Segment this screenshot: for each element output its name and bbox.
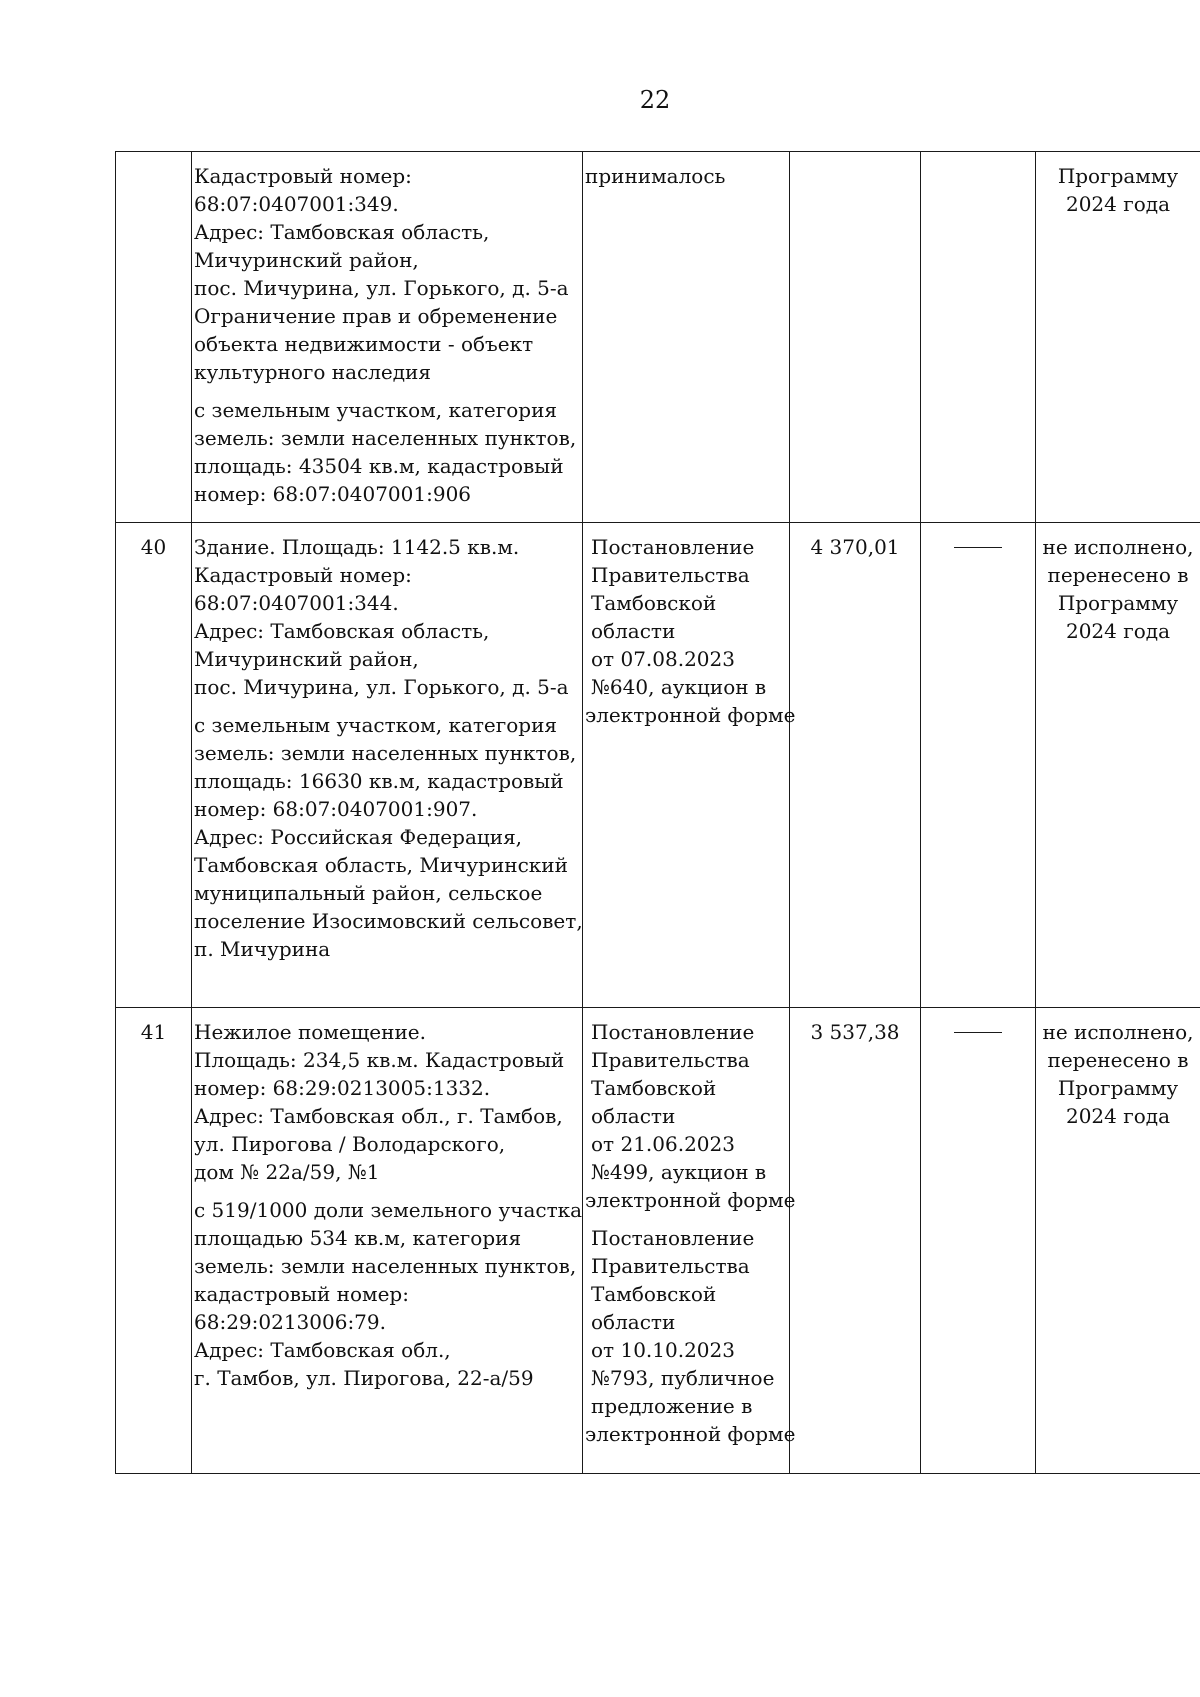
document-line: Правительства bbox=[591, 1254, 750, 1278]
table-row bbox=[116, 152, 1200, 523]
description-line: 68:29:0213006:79. bbox=[194, 1310, 386, 1334]
status-line: не исполнено, bbox=[1042, 535, 1194, 559]
document-line: Правительства bbox=[591, 1048, 750, 1072]
object-description-cell bbox=[192, 152, 583, 523]
description-line: дом № 22а/59, №1 bbox=[194, 1160, 380, 1184]
page-number: 22 bbox=[639, 86, 671, 114]
status-line: 2024 года bbox=[1065, 1104, 1170, 1128]
status-cell bbox=[1036, 1008, 1200, 1474]
description-line: кадастровый номер: bbox=[194, 1282, 409, 1306]
status-line: Программу bbox=[1057, 164, 1179, 188]
description-line: с 519/1000 доли земельного участка bbox=[194, 1198, 583, 1222]
description-line: номер: 68:07:0407001:906 bbox=[194, 482, 472, 506]
document-line: принималось bbox=[585, 164, 726, 188]
description-line: Ограничение прав и обременение bbox=[194, 304, 558, 328]
document-line: Постановление bbox=[591, 1226, 755, 1250]
description-line: Адрес: Российская Федерация, bbox=[194, 825, 523, 849]
document-line: №793, публичное bbox=[591, 1366, 775, 1390]
program-table bbox=[115, 151, 1200, 1474]
description-line: Кадастровый номер: bbox=[194, 563, 412, 587]
document-line: №499, аукцион в bbox=[591, 1160, 767, 1184]
table-row bbox=[116, 1008, 1200, 1474]
status-line: перенесено в bbox=[1047, 1048, 1189, 1072]
document-line: области bbox=[591, 1104, 676, 1128]
description-line: культурного наследия bbox=[194, 360, 432, 384]
description-line: площадь: 43504 кв.м, кадастровый bbox=[194, 454, 564, 478]
description-line: земель: земли населенных пунктов, bbox=[194, 741, 577, 765]
description-line: п. Мичурина bbox=[194, 937, 331, 961]
description-line: площадью 534 кв.м, категория bbox=[194, 1226, 522, 1250]
description-line: Мичуринский район, bbox=[194, 248, 419, 272]
description-line: Мичуринский район, bbox=[194, 647, 419, 671]
decision-document-cell bbox=[583, 152, 790, 523]
dash-cell bbox=[921, 523, 1036, 1008]
description-line: ул. Пирогова / Володарского, bbox=[194, 1132, 506, 1156]
description-line: земель: земли населенных пунктов, bbox=[194, 1254, 577, 1278]
document-line: области bbox=[591, 1310, 676, 1334]
description-line: Площадь: 234,5 кв.м. Кадастровый bbox=[194, 1048, 565, 1072]
document-line: электронной форме bbox=[585, 1422, 796, 1446]
description-line: Нежилое помещение. bbox=[194, 1020, 426, 1044]
description-line: номер: 68:07:0407001:907. bbox=[194, 797, 478, 821]
description-line: Адрес: Тамбовская область, bbox=[194, 619, 490, 643]
status-line: перенесено в bbox=[1047, 563, 1189, 587]
dash-mark bbox=[954, 547, 1002, 548]
document-line: электронной форме bbox=[585, 703, 796, 727]
description-line: пос. Мичурина, ул. Горького, д. 5-а bbox=[194, 675, 569, 699]
price-cell: 3 537,38 bbox=[790, 1008, 921, 1474]
dash-cell bbox=[921, 1008, 1036, 1474]
description-line: с земельным участком, категория bbox=[194, 398, 558, 422]
description-line: Адрес: Тамбовская обл., bbox=[194, 1338, 451, 1362]
description-line: муниципальный район, сельское bbox=[194, 881, 543, 905]
row-number-cell: 41 bbox=[116, 1008, 192, 1474]
status-line: Программу bbox=[1057, 591, 1179, 615]
description-line: площадь: 16630 кв.м, кадастровый bbox=[194, 769, 564, 793]
document-line: Постановление bbox=[591, 535, 755, 559]
price-cell bbox=[790, 152, 921, 523]
status-cell bbox=[1036, 523, 1200, 1008]
object-description-cell bbox=[192, 1008, 583, 1474]
description-line: с земельным участком, категория bbox=[194, 713, 558, 737]
description-line: Адрес: Тамбовская область, bbox=[194, 220, 490, 244]
document-line: электронной форме bbox=[585, 1188, 796, 1212]
status-cell bbox=[1036, 152, 1200, 523]
decision-document-cell bbox=[583, 1008, 796, 1474]
document-line: области bbox=[591, 619, 676, 643]
status-line: Программу bbox=[1057, 1076, 1179, 1100]
description-line: Здание. Площадь: 1142.5 кв.м. bbox=[194, 535, 520, 559]
decision-document-cell bbox=[583, 523, 796, 1008]
description-line: 68:07:0407001:349. bbox=[194, 192, 399, 216]
dash-mark bbox=[954, 1032, 1002, 1033]
document-line: от 10.10.2023 bbox=[591, 1338, 735, 1362]
document-line: от 21.06.2023 bbox=[591, 1132, 735, 1156]
row-number-cell bbox=[116, 152, 192, 523]
description-line: Адрес: Тамбовская обл., г. Тамбов, bbox=[194, 1104, 563, 1128]
document-line: Тамбовской bbox=[591, 1282, 717, 1306]
description-line: номер: 68:29:0213005:1332. bbox=[194, 1076, 491, 1100]
description-line: объекта недвижимости - объект bbox=[194, 332, 534, 356]
document-line: предложение в bbox=[591, 1394, 753, 1418]
object-description-cell bbox=[192, 523, 583, 1008]
document-line: от 07.08.2023 bbox=[591, 647, 735, 671]
description-line: земель: земли населенных пунктов, bbox=[194, 426, 577, 450]
row-number-cell: 40 bbox=[116, 523, 192, 1008]
status-line: не исполнено, bbox=[1042, 1020, 1194, 1044]
description-line: пос. Мичурина, ул. Горького, д. 5-а bbox=[194, 276, 569, 300]
document-line: Постановление bbox=[591, 1020, 755, 1044]
status-line: 2024 года bbox=[1065, 619, 1170, 643]
description-line: поселение Изосимовский сельсовет, bbox=[194, 909, 583, 933]
description-line: г. Тамбов, ул. Пирогова, 22-а/59 bbox=[194, 1366, 534, 1390]
document-line: Правительства bbox=[591, 563, 750, 587]
price-cell: 4 370,01 bbox=[790, 523, 921, 1008]
document-line: Тамбовской bbox=[591, 591, 717, 615]
table-row bbox=[116, 523, 1200, 1008]
status-line: 2024 года bbox=[1065, 192, 1170, 216]
description-line: 68:07:0407001:344. bbox=[194, 591, 399, 615]
document-line: №640, аукцион в bbox=[591, 675, 767, 699]
description-line: Кадастровый номер: bbox=[194, 164, 412, 188]
document-line: Тамбовской bbox=[591, 1076, 717, 1100]
dash-cell bbox=[921, 152, 1036, 523]
description-line: Тамбовская область, Мичуринский bbox=[194, 853, 568, 877]
